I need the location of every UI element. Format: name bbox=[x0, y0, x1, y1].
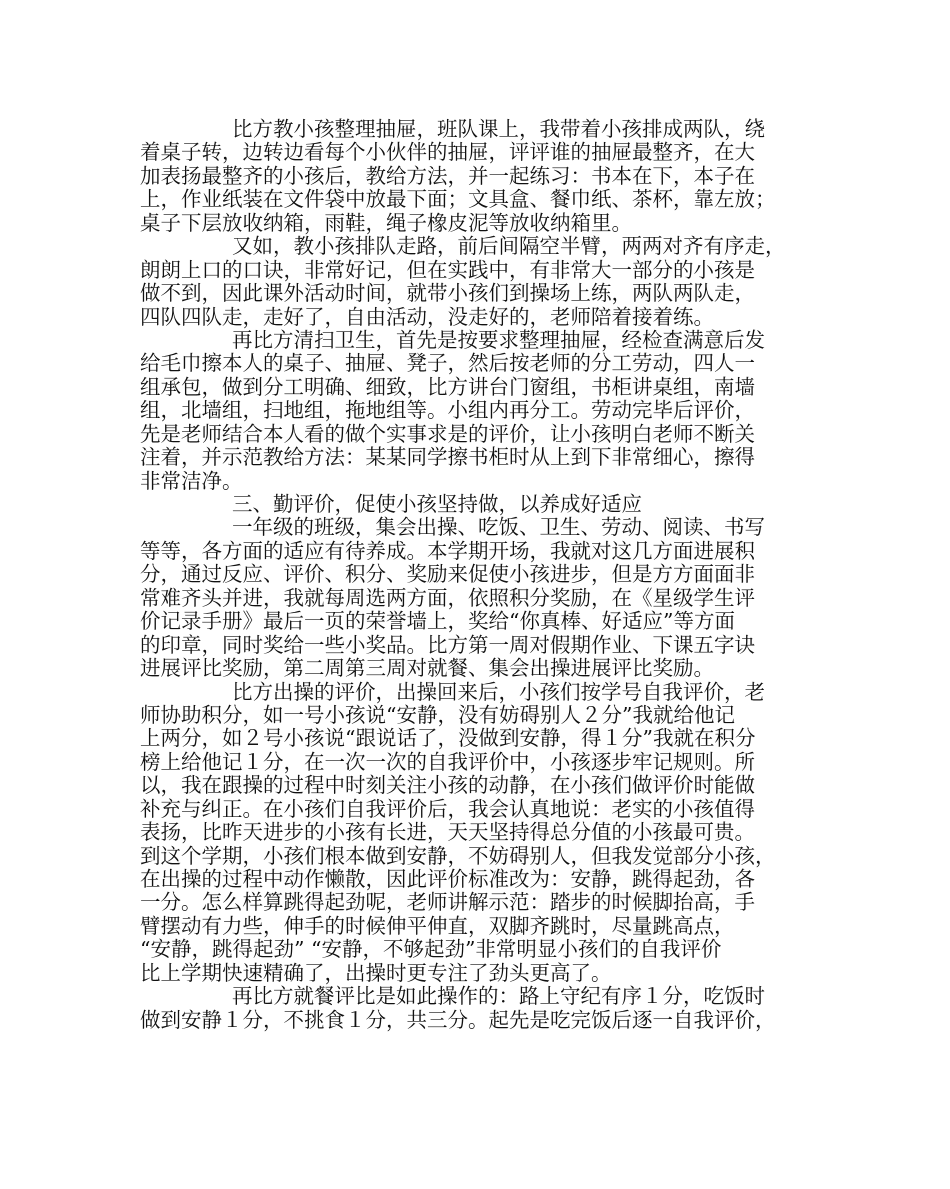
text-line: 臂摆动有力些，伸手的时候伸平伸直，双脚齐跳时，尽量跳高点， bbox=[140, 913, 735, 938]
text-line: 又如，教小孩排队走路，前后间隔空半臂，两两对齐有序走， bbox=[232, 234, 786, 259]
paragraph-exercise-evaluation bbox=[140, 681, 808, 986]
text-line: 再比方清扫卫生，首先是按要求整理抽屉，经检查满意后发 bbox=[232, 327, 765, 352]
text-line: 组，北墙组，扫地组，拖地组等。小组内再分工。劳动完毕后评价， bbox=[140, 398, 755, 423]
text-line: 一年级的班级，集会出操、吃饭、卫生、劳动、阅读、书写 bbox=[232, 515, 765, 540]
paragraph-organize-drawers bbox=[140, 118, 808, 235]
text-line: 比上学期快速精确了，出操时更专注了劲头更高了。 bbox=[140, 960, 612, 985]
paragraph-line-up-walking bbox=[140, 235, 808, 329]
paragraph-meal-evaluation bbox=[140, 985, 808, 1032]
text-line: 比方教小孩整理抽屉，班队课上，我带着小孩排成两队，绕 bbox=[232, 117, 765, 141]
text-line: 给毛巾擦本人的桌子、抽屉、凳子，然后按老师的分工劳动，四人一 bbox=[140, 351, 755, 376]
text-line: 上两分，如２号小孩说“跟说话了，没做到安静，得１分”我就在积分 bbox=[140, 726, 756, 751]
text-line: 补充与纠正。在小孩们自我评价后，我会认真地说：老实的小孩值得 bbox=[140, 796, 755, 821]
text-line: 朗朗上口的口诀，非常好记，但在实践中，有非常大一部分的小孩是 bbox=[140, 257, 755, 282]
text-line: 榜上给他记１分，在一次一次的自我评价中，小孩逐步牢记规则。所 bbox=[140, 749, 755, 774]
text-line: 师协助积分，如一号小孩说“安静，没有妨碍别人２分”我就给他记 bbox=[140, 702, 735, 727]
text-line: 四队四队走，走好了，自由活动，没走好的，老师陪着接着练。 bbox=[140, 304, 714, 329]
text-line: 进展评比奖励，第二周第三周对就餐、集会出操进展评比奖励。 bbox=[140, 656, 714, 681]
section-heading bbox=[140, 493, 808, 516]
text-line: “安静，跳得起劲” “安静，不够起劲”非常明显小孩们的自我评价 bbox=[140, 937, 722, 962]
text-line: 在出操的过程中动作懒散，因此评价标准改为：安静，跳得起劲，各 bbox=[140, 867, 755, 891]
text-line: 表扬，比昨天进步的小孩有长进，天天坚持得总分值的小孩最可贵。 bbox=[140, 820, 755, 845]
text-line: 常难齐头并进，我就每周选两方面，依照积分奖励，在《星级学生评 bbox=[140, 585, 755, 610]
text-line: 组承包，做到分工明确、细致，比方讲台门窗组，书柜讲桌组，南墙 bbox=[140, 374, 755, 399]
text-line: 一分。怎么样算跳得起劲呢，老师讲解示范：踏步的时候脚抬高，手 bbox=[140, 890, 755, 915]
text-line: 做不到，因此课外活动时间，就带小孩们到操场上练，两队两队走， bbox=[140, 281, 755, 306]
text-line: 做到安静１分，不挑食１分，共三分。起先是吃完饭后逐一自我评价， bbox=[140, 1007, 776, 1032]
paragraph-cleaning bbox=[140, 329, 808, 493]
text-line: 到这个学期，小孩们根本做到安静，不妨碍别人，但我发觉部分小孩， bbox=[140, 843, 776, 868]
text-line: 上，作业纸装在文件袋中放最下面；文具盒、餐巾纸、茶杯，靠左放； bbox=[140, 187, 776, 212]
document-body bbox=[140, 118, 808, 1032]
text-line: 非常洁净。 bbox=[140, 468, 243, 493]
text-line: 加表扬最整齐的小孩后，教给方法，并一起练习：书本在下，本子在 bbox=[140, 163, 755, 188]
text-line: 等等，各方面的适应有待养成。本学期开场，我就对这几方面进展积 bbox=[140, 538, 755, 563]
text-line: 注着，并示范教给方法：某某同学擦书柜时从上到下非常细心，擦得 bbox=[140, 445, 755, 470]
text-line: 以，我在跟操的过程中时刻关注小孩的动静，在小孩们做评价时能做 bbox=[140, 773, 755, 798]
text-line: 比方出操的评价，出操回来后，小孩们按学号自我评价，老 bbox=[232, 679, 765, 704]
text-line: 分，通过反应、评价、积分、奖励来促使小孩进步，但是方方面面非 bbox=[140, 562, 755, 587]
text-line: 桌子下层放收纳箱，雨鞋，绳子橡皮泥等放收纳箱里。 bbox=[140, 210, 632, 235]
text-line: 着桌子转，边转边看每个小伙伴的抽屉，评评谁的抽屉最整齐，在大 bbox=[140, 140, 755, 165]
text-line: 价记录手册》最后一页的荣誉墙上，奖给“你真棒、好适应”等方面 bbox=[140, 609, 735, 634]
paragraph-first-grade-habits bbox=[140, 516, 808, 680]
text-line: 再比方就餐评比是如此操作的：路上守纪有序１分，吃饭时 bbox=[232, 984, 765, 1009]
text-line: 先是老师结合本人看的做个实事求是的评价，让小孩明白老师不断关 bbox=[140, 421, 755, 446]
text-line: 三、勤评价，促使小孩坚持做，以养成好适应 bbox=[232, 492, 642, 516]
text-line: 的印章，同时奖给一些小奖品。比方第一周对假期作业、下课五字诀 bbox=[140, 632, 755, 657]
